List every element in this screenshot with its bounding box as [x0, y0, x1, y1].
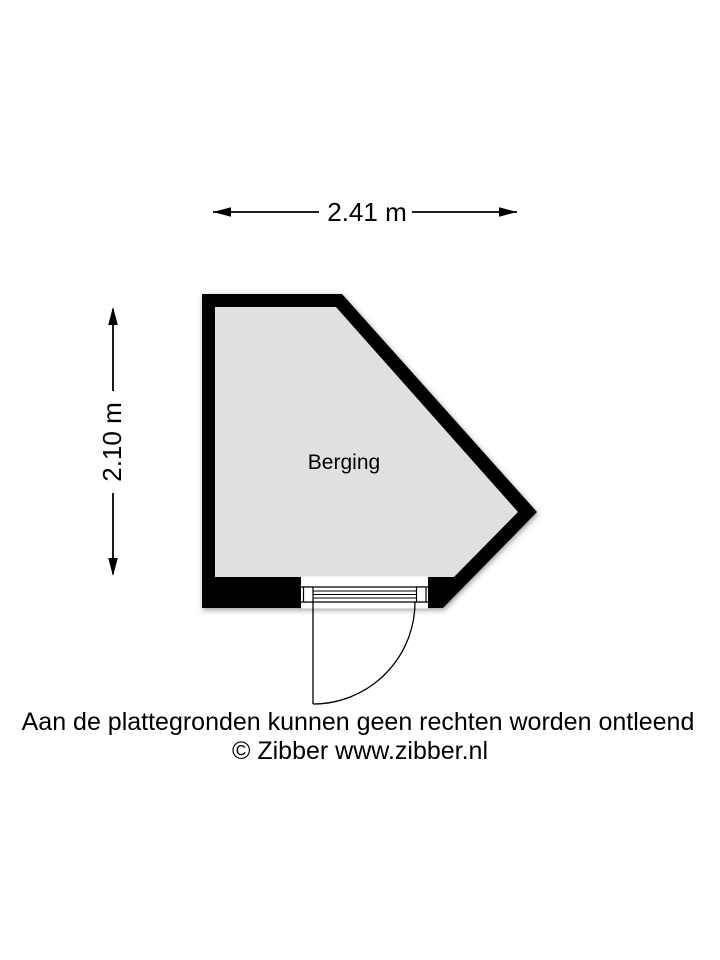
width-dimension	[213, 197, 517, 227]
width-dimension-label: 2.41 m	[327, 197, 407, 227]
door	[301, 577, 428, 705]
arrow-up-icon	[108, 307, 118, 325]
height-dimension-label: 2.10 m	[97, 402, 127, 482]
door-jamb-left	[304, 587, 314, 602]
door-opening	[301, 577, 428, 609]
door-swing-arc	[313, 602, 415, 704]
disclaimer-text: Aan de plattegronden kunnen geen rechten worden ontleend	[21, 708, 695, 736]
copyright-text: © Zibber www.zibber.nl	[231, 737, 489, 765]
arrow-down-icon	[108, 558, 118, 576]
arrow-right-icon	[499, 207, 517, 217]
door-jamb-right	[417, 587, 427, 602]
arrow-left-icon	[213, 207, 231, 217]
room-label: Berging	[307, 451, 381, 474]
height-dimension	[97, 307, 127, 576]
footer	[22, 708, 695, 765]
